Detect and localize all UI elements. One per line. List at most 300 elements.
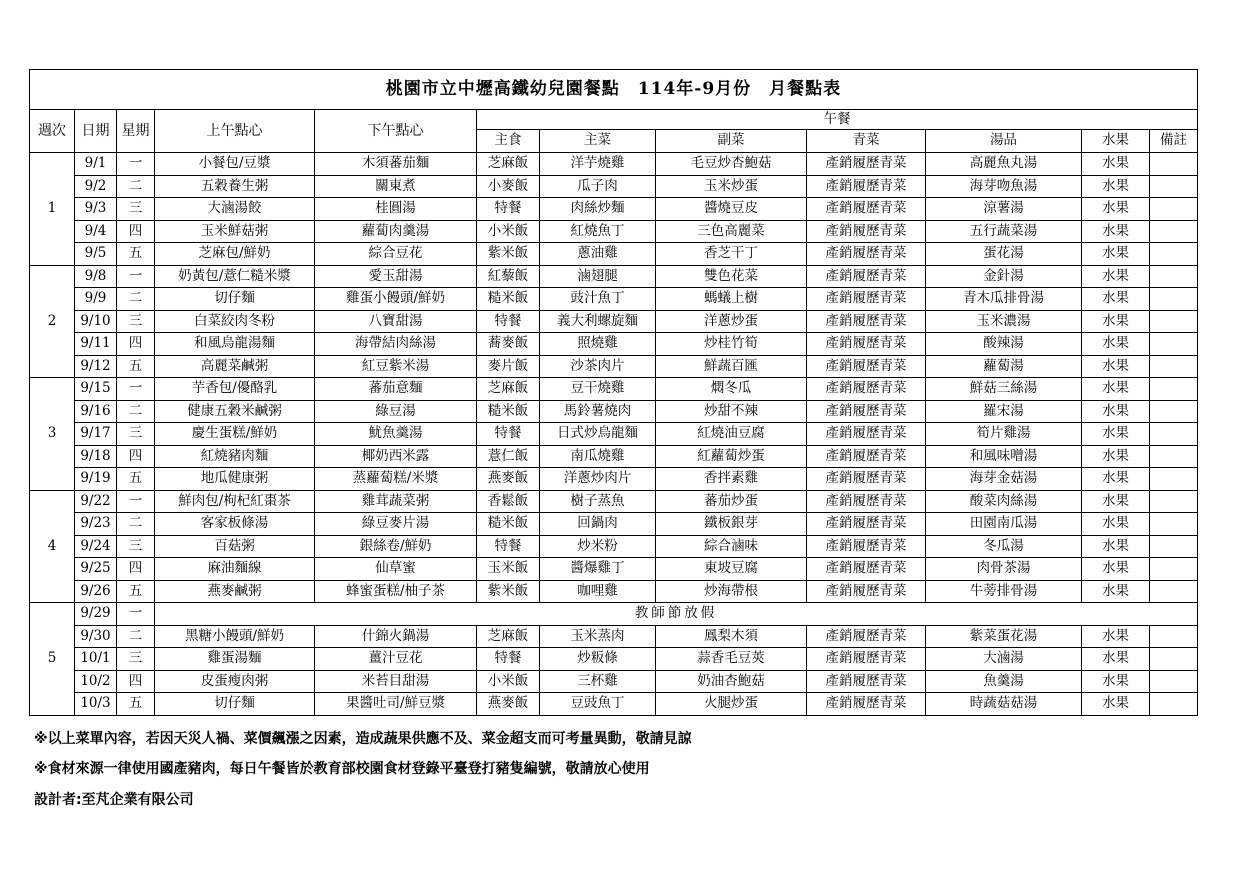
weekday-cell: 二 — [117, 625, 155, 648]
note-price-disclaimer: ※以上菜單內容，若因天災人禍、菜價飆漲之因素，造成蔬果供應不及、菜金超支而可考量異動，敬請見諒 — [34, 731, 692, 747]
vegetable-cell: 產銷履歷青菜 — [807, 535, 926, 558]
side-dish-cell: 鐵板銀芽 — [656, 513, 807, 536]
weekday-cell: 五 — [117, 355, 155, 378]
vegetable-cell: 產銷履歷青菜 — [807, 288, 926, 311]
table-row — [30, 198, 1198, 221]
morning-snack-cell: 白菜絞肉冬粉 — [155, 310, 315, 333]
staple-cell: 蕎麥飯 — [477, 333, 540, 356]
main-dish-cell: 回鍋肉 — [540, 513, 656, 536]
soup-cell: 酸菜肉絲湯 — [926, 490, 1082, 513]
side-dish-cell: 東坡豆腐 — [656, 558, 807, 581]
table-row — [30, 490, 1198, 513]
table-row — [30, 400, 1198, 423]
fruit-cell: 水果 — [1082, 198, 1150, 221]
main-dish-cell: 照燒雞 — [540, 333, 656, 356]
main-dish-cell: 瓜子肉 — [540, 175, 656, 198]
weekday-cell: 五 — [117, 580, 155, 603]
weekday-cell: 一 — [117, 490, 155, 513]
date-cell: 9/16 — [75, 400, 117, 423]
staple-cell: 糙米飯 — [477, 513, 540, 536]
soup-cell: 蛋花湯 — [926, 243, 1082, 266]
afternoon-snack-cell: 仙草蜜 — [315, 558, 477, 581]
main-dish-cell: 洋蔥炒肉片 — [540, 468, 656, 491]
date-cell: 9/25 — [75, 558, 117, 581]
remarks-cell — [1150, 468, 1198, 491]
afternoon-snack-cell: 海帶結肉絲湯 — [315, 333, 477, 356]
main-dish-cell: 蔥油雞 — [540, 243, 656, 266]
remarks-cell — [1150, 513, 1198, 536]
fruit-cell: 水果 — [1082, 513, 1150, 536]
staple-cell: 糙米飯 — [477, 288, 540, 311]
fruit-cell: 水果 — [1082, 670, 1150, 693]
date-cell: 9/22 — [75, 490, 117, 513]
remarks-cell — [1150, 535, 1198, 558]
staple-cell: 紫米飯 — [477, 243, 540, 266]
table-row — [30, 558, 1198, 581]
vegetable-cell: 產銷履歷青菜 — [807, 693, 926, 716]
weekday-cell: 四 — [117, 333, 155, 356]
main-dish-cell: 豆干燒雞 — [540, 378, 656, 401]
afternoon-snack-cell: 蕃茄意麵 — [315, 378, 477, 401]
table-row — [30, 513, 1198, 536]
vegetable-cell: 產銷履歷青菜 — [807, 198, 926, 221]
side-dish-cell: 三色高麗菜 — [656, 220, 807, 243]
weekday-cell: 五 — [117, 693, 155, 716]
staple-cell: 糙米飯 — [477, 400, 540, 423]
vegetable-cell: 產銷履歷青菜 — [807, 445, 926, 468]
date-cell: 9/23 — [75, 513, 117, 536]
date-cell: 10/3 — [75, 693, 117, 716]
table-row — [30, 603, 1198, 626]
afternoon-snack-cell: 蘿蔔肉羹湯 — [315, 220, 477, 243]
morning-snack-cell: 切仔麵 — [155, 288, 315, 311]
fruit-cell: 水果 — [1082, 220, 1150, 243]
vegetable-cell: 產銷履歷青菜 — [807, 153, 926, 176]
staple-cell: 燕麥飯 — [477, 468, 540, 491]
fruit-cell: 水果 — [1082, 310, 1150, 333]
weekday-cell: 三 — [117, 310, 155, 333]
morning-snack-cell: 麻油麵線 — [155, 558, 315, 581]
date-cell: 9/26 — [75, 580, 117, 603]
staple-cell: 小麥飯 — [477, 175, 540, 198]
fruit-cell: 水果 — [1082, 333, 1150, 356]
main-dish-cell: 炒粄條 — [540, 648, 656, 671]
side-dish-cell: 紅燒油豆腐 — [656, 423, 807, 446]
table-row — [30, 625, 1198, 648]
vegetable-cell: 產銷履歷青菜 — [807, 265, 926, 288]
soup-cell: 涼薯湯 — [926, 198, 1082, 221]
fruit-cell: 水果 — [1082, 355, 1150, 378]
table-row — [30, 153, 1198, 176]
date-cell: 9/24 — [75, 535, 117, 558]
date-cell: 9/3 — [75, 198, 117, 221]
weekday-cell: 一 — [117, 378, 155, 401]
note-pork-source: ※食材來源一律使用國產豬肉，每日午餐皆於教育部校園食材登錄平臺登打豬隻編號，敬請放心使用 — [34, 761, 650, 777]
morning-snack-cell: 和風烏龍湯麵 — [155, 333, 315, 356]
fruit-cell: 水果 — [1082, 243, 1150, 266]
morning-snack-cell: 健康五穀米鹹粥 — [155, 400, 315, 423]
soup-cell: 高麗魚丸湯 — [926, 153, 1082, 176]
side-dish-cell: 紅蘿蔔炒蛋 — [656, 445, 807, 468]
soup-cell: 牛蒡排骨湯 — [926, 580, 1082, 603]
afternoon-snack-cell: 八寶甜湯 — [315, 310, 477, 333]
fruit-cell: 水果 — [1082, 400, 1150, 423]
weekday-cell: 二 — [117, 288, 155, 311]
side-dish-cell: 香拌素雞 — [656, 468, 807, 491]
holiday-notice: 教師節放假 — [155, 603, 1198, 626]
remarks-cell — [1150, 580, 1198, 603]
date-cell: 10/1 — [75, 648, 117, 671]
fruit-cell: 水果 — [1082, 288, 1150, 311]
table-row — [30, 670, 1198, 693]
table-row — [30, 693, 1198, 716]
afternoon-snack-cell: 蜂蜜蛋糕/柚子茶 — [315, 580, 477, 603]
weekday-cell: 三 — [117, 198, 155, 221]
remarks-cell — [1150, 648, 1198, 671]
table-row — [30, 648, 1198, 671]
remarks-cell — [1150, 670, 1198, 693]
staple-cell: 芝麻飯 — [477, 378, 540, 401]
side-dish-cell: 鮮蔬百匯 — [656, 355, 807, 378]
fruit-cell: 水果 — [1082, 558, 1150, 581]
header-side-dish: 副菜 — [656, 130, 807, 153]
weekday-cell: 五 — [117, 243, 155, 266]
morning-snack-cell: 慶生蛋糕/鮮奶 — [155, 423, 315, 446]
main-dish-cell: 咖哩雞 — [540, 580, 656, 603]
table-row — [30, 265, 1198, 288]
weekday-cell: 四 — [117, 220, 155, 243]
remarks-cell — [1150, 355, 1198, 378]
side-dish-cell: 鳳梨木須 — [656, 625, 807, 648]
date-cell: 9/29 — [75, 603, 117, 626]
remarks-cell — [1150, 220, 1198, 243]
remarks-cell — [1150, 558, 1198, 581]
header-date: 日期 — [75, 110, 117, 153]
soup-cell: 蘿蔔湯 — [926, 355, 1082, 378]
morning-snack-cell: 紅燒豬肉麵 — [155, 445, 315, 468]
week-number: 5 — [30, 603, 75, 716]
staple-cell: 薏仁飯 — [477, 445, 540, 468]
menu-table — [29, 69, 1198, 716]
remarks-cell — [1150, 625, 1198, 648]
morning-snack-cell: 黑糖小饅頭/鮮奶 — [155, 625, 315, 648]
morning-snack-cell: 鮮肉包/枸杞紅棗茶 — [155, 490, 315, 513]
soup-cell: 鮮菇三絲湯 — [926, 378, 1082, 401]
date-cell: 9/5 — [75, 243, 117, 266]
header-fruit: 水果 — [1082, 130, 1150, 153]
afternoon-snack-cell: 綠豆麥片湯 — [315, 513, 477, 536]
vegetable-cell: 產銷履歷青菜 — [807, 400, 926, 423]
side-dish-cell: 奶油杏鮑菇 — [656, 670, 807, 693]
weekday-cell: 二 — [117, 513, 155, 536]
vegetable-cell: 產銷履歷青菜 — [807, 378, 926, 401]
vegetable-cell: 產銷履歷青菜 — [807, 670, 926, 693]
designer-credit: 設計者:至芃企業有限公司 — [34, 792, 194, 808]
weekday-cell: 四 — [117, 670, 155, 693]
remarks-cell — [1150, 265, 1198, 288]
staple-cell: 特餐 — [477, 535, 540, 558]
vegetable-cell: 產銷履歷青菜 — [807, 355, 926, 378]
soup-cell: 金針湯 — [926, 265, 1082, 288]
afternoon-snack-cell: 愛玉甜湯 — [315, 265, 477, 288]
soup-cell: 五行蔬菜湯 — [926, 220, 1082, 243]
fruit-cell: 水果 — [1082, 490, 1150, 513]
weekday-cell: 三 — [117, 423, 155, 446]
fruit-cell: 水果 — [1082, 445, 1150, 468]
date-cell: 9/8 — [75, 265, 117, 288]
morning-snack-cell: 芋香包/優酪乳 — [155, 378, 315, 401]
fruit-cell: 水果 — [1082, 423, 1150, 446]
header-morning-snack: 上午點心 — [155, 110, 315, 153]
main-dish-cell: 馬鈴薯燒肉 — [540, 400, 656, 423]
week-number: 4 — [30, 490, 75, 603]
vegetable-cell: 產銷履歷青菜 — [807, 558, 926, 581]
table-row — [30, 288, 1198, 311]
afternoon-snack-cell: 綜合豆花 — [315, 243, 477, 266]
date-cell: 9/18 — [75, 445, 117, 468]
table-row — [30, 355, 1198, 378]
side-dish-cell: 綜合滷味 — [656, 535, 807, 558]
main-dish-cell: 豉汁魚丁 — [540, 288, 656, 311]
afternoon-snack-cell: 果醬吐司/鮮豆漿 — [315, 693, 477, 716]
table-row — [30, 580, 1198, 603]
morning-snack-cell: 皮蛋瘦肉粥 — [155, 670, 315, 693]
soup-cell: 海芽吻魚湯 — [926, 175, 1082, 198]
fruit-cell: 水果 — [1082, 153, 1150, 176]
soup-cell: 田園南瓜湯 — [926, 513, 1082, 536]
weekday-cell: 一 — [117, 265, 155, 288]
staple-cell: 特餐 — [477, 648, 540, 671]
side-dish-cell: 螞蟻上樹 — [656, 288, 807, 311]
date-cell: 9/19 — [75, 468, 117, 491]
vegetable-cell: 產銷履歷青菜 — [807, 333, 926, 356]
remarks-cell — [1150, 153, 1198, 176]
main-dish-cell: 豆豉魚丁 — [540, 693, 656, 716]
header-weekday: 星期 — [117, 110, 155, 153]
weekday-cell: 四 — [117, 558, 155, 581]
date-cell: 10/2 — [75, 670, 117, 693]
soup-cell: 紫菜蛋花湯 — [926, 625, 1082, 648]
main-dish-cell: 滷翅腿 — [540, 265, 656, 288]
staple-cell: 特餐 — [477, 423, 540, 446]
vegetable-cell: 產銷履歷青菜 — [807, 468, 926, 491]
vegetable-cell: 產銷履歷青菜 — [807, 580, 926, 603]
table-row — [30, 445, 1198, 468]
date-cell: 9/30 — [75, 625, 117, 648]
side-dish-cell: 火腿炒蛋 — [656, 693, 807, 716]
morning-snack-cell: 芝麻包/鮮奶 — [155, 243, 315, 266]
morning-snack-cell: 客家板條湯 — [155, 513, 315, 536]
morning-snack-cell: 雞蛋湯麵 — [155, 648, 315, 671]
side-dish-cell: 毛豆炒杏鮑菇 — [656, 153, 807, 176]
soup-cell: 冬瓜湯 — [926, 535, 1082, 558]
afternoon-snack-cell: 綠豆湯 — [315, 400, 477, 423]
remarks-cell — [1150, 175, 1198, 198]
afternoon-snack-cell: 關東煮 — [315, 175, 477, 198]
morning-snack-cell: 大滷湯餃 — [155, 198, 315, 221]
week-number: 3 — [30, 378, 75, 491]
side-dish-cell: 洋蔥炒蛋 — [656, 310, 807, 333]
main-dish-cell: 醬爆雞丁 — [540, 558, 656, 581]
afternoon-snack-cell: 雞茸蔬菜粥 — [315, 490, 477, 513]
header-week: 週次 — [30, 110, 75, 153]
date-cell: 9/1 — [75, 153, 117, 176]
remarks-cell — [1150, 445, 1198, 468]
morning-snack-cell: 五穀養生粥 — [155, 175, 315, 198]
side-dish-cell: 雙色花菜 — [656, 265, 807, 288]
date-cell: 9/10 — [75, 310, 117, 333]
date-cell: 9/9 — [75, 288, 117, 311]
main-dish-cell: 玉米蒸肉 — [540, 625, 656, 648]
header-soup: 湯品 — [926, 130, 1082, 153]
morning-snack-cell: 地瓜健康粥 — [155, 468, 315, 491]
staple-cell: 燕麥飯 — [477, 693, 540, 716]
main-dish-cell: 三杯雞 — [540, 670, 656, 693]
table-row — [30, 333, 1198, 356]
weekday-cell: 三 — [117, 535, 155, 558]
staple-cell: 麥片飯 — [477, 355, 540, 378]
date-cell: 9/15 — [75, 378, 117, 401]
weekday-cell: 四 — [117, 445, 155, 468]
staple-cell: 小米飯 — [477, 220, 540, 243]
staple-cell: 小米飯 — [477, 670, 540, 693]
afternoon-snack-cell: 蒸蘿蔔糕/米漿 — [315, 468, 477, 491]
soup-cell: 海芽金菇湯 — [926, 468, 1082, 491]
date-cell: 9/2 — [75, 175, 117, 198]
week-number: 2 — [30, 265, 75, 378]
soup-cell: 酸辣湯 — [926, 333, 1082, 356]
soup-cell: 筍片雞湯 — [926, 423, 1082, 446]
remarks-cell — [1150, 243, 1198, 266]
side-dish-cell: 蒜香毛豆莢 — [656, 648, 807, 671]
staple-cell: 紫米飯 — [477, 580, 540, 603]
page-title: 桃園市立中壢高鐵幼兒園餐點 114年-9月份 月餐點表 — [30, 70, 1198, 110]
table-row — [30, 310, 1198, 333]
vegetable-cell: 產銷履歷青菜 — [807, 310, 926, 333]
header-main-dish: 主菜 — [540, 130, 656, 153]
afternoon-snack-cell: 木須蕃茄麵 — [315, 153, 477, 176]
remarks-cell — [1150, 423, 1198, 446]
table-row — [30, 468, 1198, 491]
staple-cell: 紅藜飯 — [477, 265, 540, 288]
header-vegetable: 青菜 — [807, 130, 926, 153]
remarks-cell — [1150, 198, 1198, 221]
weekday-cell: 一 — [117, 603, 155, 626]
soup-cell: 青木瓜排骨湯 — [926, 288, 1082, 311]
table-row — [30, 243, 1198, 266]
soup-cell: 大滷湯 — [926, 648, 1082, 671]
main-dish-cell: 炒米粉 — [540, 535, 656, 558]
vegetable-cell: 產銷履歷青菜 — [807, 513, 926, 536]
staple-cell: 玉米飯 — [477, 558, 540, 581]
morning-snack-cell: 百菇粥 — [155, 535, 315, 558]
vegetable-cell: 產銷履歷青菜 — [807, 625, 926, 648]
fruit-cell: 水果 — [1082, 648, 1150, 671]
soup-cell: 肉骨茶湯 — [926, 558, 1082, 581]
header-afternoon-snack: 下午點心 — [315, 110, 477, 153]
remarks-cell — [1150, 333, 1198, 356]
afternoon-snack-cell: 米苔目甜湯 — [315, 670, 477, 693]
weekday-cell: 三 — [117, 648, 155, 671]
morning-snack-cell: 小餐包/豆漿 — [155, 153, 315, 176]
vegetable-cell: 產銷履歷青菜 — [807, 648, 926, 671]
staple-cell: 特餐 — [477, 198, 540, 221]
soup-cell: 和風味噌湯 — [926, 445, 1082, 468]
side-dish-cell: 炒海帶根 — [656, 580, 807, 603]
weekday-cell: 二 — [117, 400, 155, 423]
fruit-cell: 水果 — [1082, 468, 1150, 491]
header-remarks: 備註 — [1150, 130, 1198, 153]
side-dish-cell: 燜冬瓜 — [656, 378, 807, 401]
staple-cell: 特餐 — [477, 310, 540, 333]
vegetable-cell: 產銷履歷青菜 — [807, 175, 926, 198]
fruit-cell: 水果 — [1082, 265, 1150, 288]
header-lunch: 午餐 — [477, 110, 1198, 130]
morning-snack-cell: 切仔麵 — [155, 693, 315, 716]
morning-snack-cell: 玉米鮮菇粥 — [155, 220, 315, 243]
fruit-cell: 水果 — [1082, 535, 1150, 558]
fruit-cell: 水果 — [1082, 175, 1150, 198]
afternoon-snack-cell: 什錦火鍋湯 — [315, 625, 477, 648]
afternoon-snack-cell: 雞蛋小饅頭/鮮奶 — [315, 288, 477, 311]
side-dish-cell: 醬燒豆皮 — [656, 198, 807, 221]
afternoon-snack-cell: 魷魚羹湯 — [315, 423, 477, 446]
table-row — [30, 175, 1198, 198]
fruit-cell: 水果 — [1082, 693, 1150, 716]
main-dish-cell: 南瓜燒雞 — [540, 445, 656, 468]
weekday-cell: 一 — [117, 153, 155, 176]
vegetable-cell: 產銷履歷青菜 — [807, 220, 926, 243]
vegetable-cell: 產銷履歷青菜 — [807, 423, 926, 446]
side-dish-cell: 蕃茄炒蛋 — [656, 490, 807, 513]
main-dish-cell: 沙茶肉片 — [540, 355, 656, 378]
remarks-cell — [1150, 378, 1198, 401]
main-dish-cell: 日式炒烏龍麵 — [540, 423, 656, 446]
remarks-cell — [1150, 400, 1198, 423]
staple-cell: 芝麻飯 — [477, 625, 540, 648]
table-row — [30, 423, 1198, 446]
afternoon-snack-cell: 桂圓湯 — [315, 198, 477, 221]
weekday-cell: 五 — [117, 468, 155, 491]
side-dish-cell: 炒桂竹筍 — [656, 333, 807, 356]
table-row — [30, 220, 1198, 243]
morning-snack-cell: 高麗菜鹹粥 — [155, 355, 315, 378]
afternoon-snack-cell: 銀絲卷/鮮奶 — [315, 535, 477, 558]
vegetable-cell: 產銷履歷青菜 — [807, 243, 926, 266]
remarks-cell — [1150, 310, 1198, 333]
staple-cell: 香鬆飯 — [477, 490, 540, 513]
side-dish-cell: 香芝干丁 — [656, 243, 807, 266]
remarks-cell — [1150, 288, 1198, 311]
fruit-cell: 水果 — [1082, 580, 1150, 603]
main-dish-cell: 肉絲炒麵 — [540, 198, 656, 221]
main-dish-cell: 義大利螺旋麵 — [540, 310, 656, 333]
soup-cell: 魚羹湯 — [926, 670, 1082, 693]
soup-cell: 羅宋湯 — [926, 400, 1082, 423]
weekday-cell: 二 — [117, 175, 155, 198]
side-dish-cell: 玉米炒蛋 — [656, 175, 807, 198]
afternoon-snack-cell: 薑汁豆花 — [315, 648, 477, 671]
remarks-cell — [1150, 693, 1198, 716]
morning-snack-cell: 燕麥鹹粥 — [155, 580, 315, 603]
table-row — [30, 535, 1198, 558]
header-staple: 主食 — [477, 130, 540, 153]
remarks-cell — [1150, 490, 1198, 513]
fruit-cell: 水果 — [1082, 378, 1150, 401]
date-cell: 9/12 — [75, 355, 117, 378]
side-dish-cell: 炒甜不辣 — [656, 400, 807, 423]
date-cell: 9/4 — [75, 220, 117, 243]
